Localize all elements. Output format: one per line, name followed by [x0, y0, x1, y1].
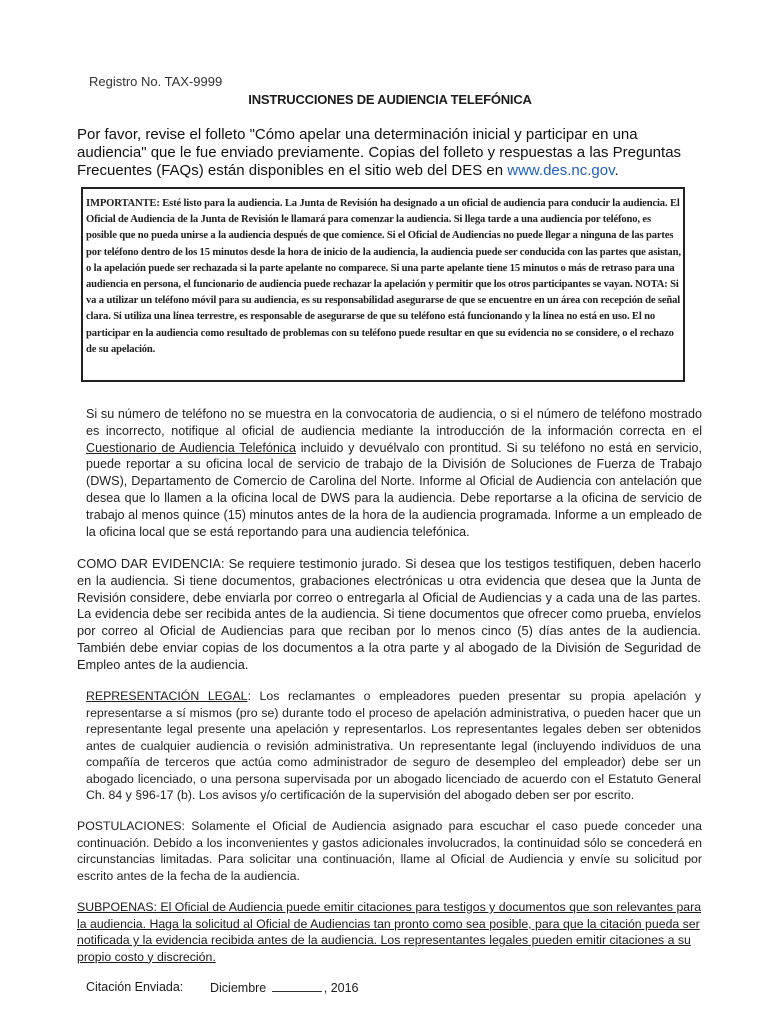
telefono-text-before: Si su número de teléfono no se muestra en la convocatoria de audiencia, o si el número de teléfono mostrado es incorrecto, notifique al oficial de audiencia mediante la introducción de la información correcta en el [86, 407, 702, 438]
subpoenas-text: SUBPOENAS: El Oficial de Audiencia puede emitir citaciones para testigos y documentos que son relevantes para la audiencia. Haga la solicitud al Oficial de Audiencias tan pronto como sea posible, para que la citación pueda ser notificada y la evidencia recibida antes de la audiencia. Los representantes legales pueden emitir citaciones a su propio costo y discreción. [77, 900, 702, 964]
intro-text: Por favor, revise el folleto "Cómo apelar una determinación inicial y participar en una audiencia" que le fue enviado previamente. Copias del folleto y respuestas a las Preguntas Frecuentes (FAQs) están disponibles en el sitio web del DES en [77, 126, 682, 179]
evidencia-paragraph [77, 556, 701, 674]
intro-end: . [614, 162, 619, 179]
citacion-label: Citación Enviada: [86, 980, 184, 994]
registro-number: Registro No. TAX-9999 [89, 74, 223, 89]
postulaciones-text: POSTULACIONES: Solamente el Oficial de Audiencia asignado para escuchar el caso puede conceder una continuación. Debido a los inconvenientes y gastos adicionales involucrados, la continuidad sólo se concederá en circunstancias limitadas. Para solicitar una continuación, llame al Oficial de Audiencia y envíe su solicitud por escrito antes de la fecha de la audiencia. [77, 819, 702, 883]
citacion-month: Diciembre [210, 981, 267, 995]
evidencia-text: COMO DAR EVIDENCIA: Se requiere testimonio jurado. Si desea que los testigos testifiquen, deben hacerlo en la audiencia. Si tiene documentos, grabaciones electrónicas u otra evidencia que desea que la Junta de Revisión considere, debe enviarla por correo o entregarla al Oficial de Audiencias y a cada una de las partes. La evidencia debe ser recibida antes de la audiencia. Si tiene documentos que ofrecer como prueba, envíelos por correo al Oficial de Audiencias para que reciban por lo menos cinco (5) días antes de la audiencia. También debe enviar copias de los documentos a la otra parte y al abogado de la División de Seguridad de Empleo antes de la audiencia. [77, 556, 701, 672]
representacion-label: REPRESENTACIÓN LEGAL [86, 689, 248, 703]
citacion-date [210, 980, 359, 995]
telefono-text-after: incluido y devuélvalo con prontitud. Si su teléfono no está en servicio, puede reportar a su oficina local de servicio de trabajo de la División de Soluciones de Fuerza de Trabajo (DWS), Departamento de Comercio de Carolina del Norte. Informe al Oficial de Audiencia con antelación que desea que lo llamen a la oficina local de DWS para la audiencia. Debe reportarse a la oficina de servicio de trabajo al menos quince (15) minutos antes de la hora de la audiencia programada. Informe a un empleado de la oficina local que se está reportando para una audiencia telefónica. [86, 440, 703, 539]
citacion-year: , 2016 [323, 981, 359, 995]
postulaciones-paragraph [77, 818, 702, 884]
document-title-text: INSTRUCCIONES DE AUDIENCIA TELEFÓNICA [248, 92, 532, 107]
telefono-paragraph [86, 406, 702, 540]
des-website-link[interactable]: www.des.nc.gov [507, 162, 615, 179]
intro-paragraph [77, 126, 707, 180]
representacion-paragraph [86, 688, 701, 804]
citacion-day-blank [272, 980, 322, 992]
important-notice-box [81, 187, 685, 382]
subpoenas-paragraph [77, 899, 702, 965]
representacion-text: : Los reclamantes o empleadores pueden presentar su propia apelación y representarse a sí mismos (pro se) durante todo el proceso de apelación administrativa, o pueden hacer que un representante legal presente una apelación y representarlos. Los representantes legales deben ser obtenidos antes de cualquier audiencia o revisión administrativa. Un representante legal (incluyendo individuos de una compañía de terceros que actúa como administrador de seguro de desempleo del empleador) debe ser un abogado licenciado, o una persona supervisada por un abogado licenciado de acuerdo con el Estatuto General Ch. 84 y §96-17 (b). Los avisos y/o certificación de la supervisión del abogado deben ser por escrito. [86, 689, 701, 802]
important-notice-text: IMPORTANTE: Esté listo para la audiencia. La Junta de Revisión ha designado a un oficial de audiencia para conducir la audiencia. El Oficial de Audiencia de la Junta de Revisión le llamará para comenzar la audiencia. Si llega tarde a una audiencia por teléfono, es posible que no pueda unirse a la audiencia después de que comience. Si el Oficial de Audiencias no puede llegar a ninguna de las partes por teléfono dentro de los 15 minutos desde la hora de inicio de la audiencia, la audiencia puede ser conducida con las partes que asistan, o la apelación puede ser rechazada si la parte apelante no comparece. Si una parte apelante tiene 15 minutos o más de retraso para una audiencia en persona, el funcionario de audiencia puede rechazar la apelación y permitir que los otros participantes se vayan. NOTA: Si va a utilizar un teléfono móvil para su audiencia, es su responsabilidad asegurarse de que se encuentre en un área con recepción de señal clara. Si utiliza una línea terrestre, es responsable de asegurarse de que su teléfono está funcionando y la línea no está en uso. El no participar en la audiencia como resultado de problemas con su teléfono puede resultar en que su evidencia no se considere, o el rechazo de su apelación. [86, 198, 681, 355]
cuestionario-link[interactable]: Cuestionario de Audiencia Telefónica [86, 440, 296, 455]
document-title [0, 92, 770, 107]
